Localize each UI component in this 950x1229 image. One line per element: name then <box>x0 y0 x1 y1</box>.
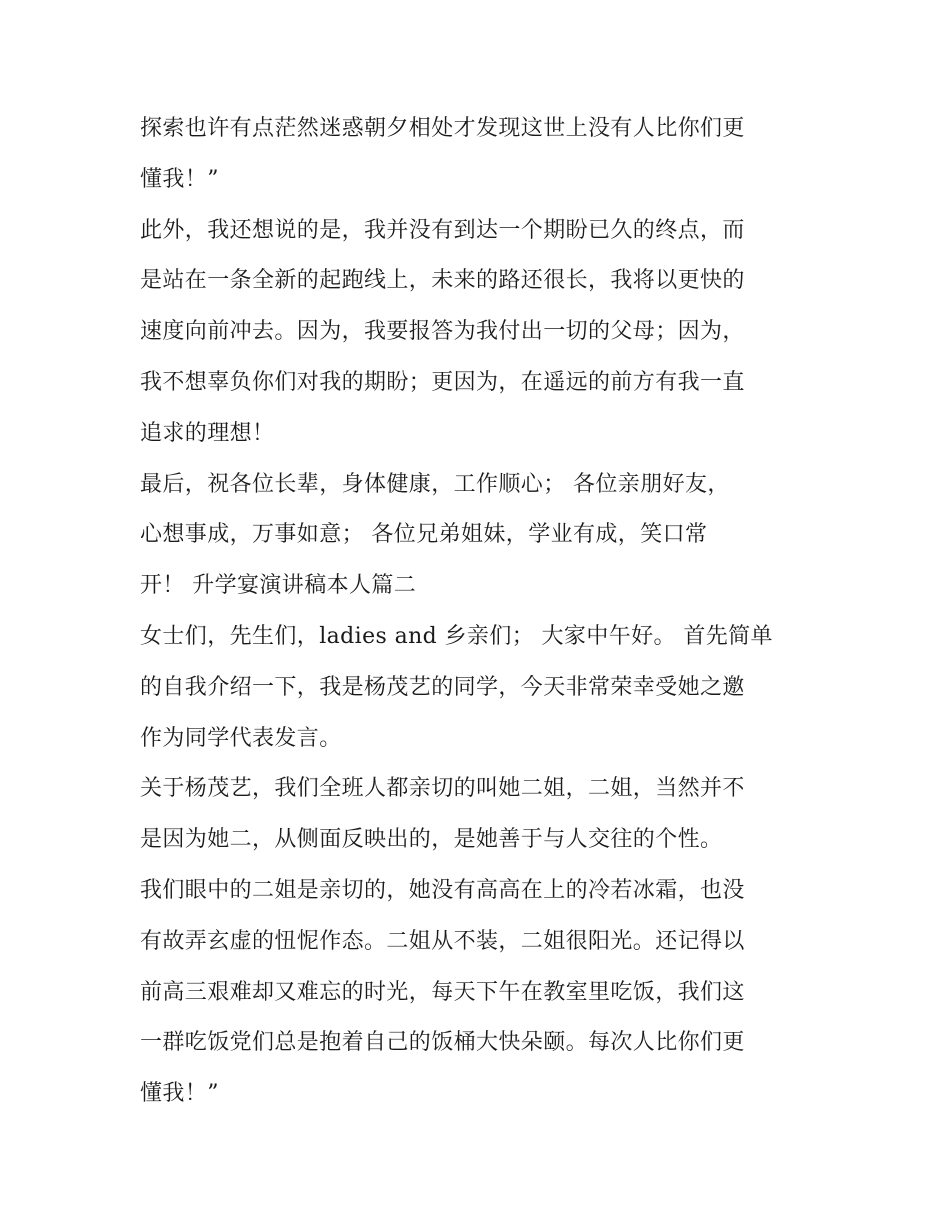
text-line: 开！ 升学宴演讲稿本人篇二 <box>140 573 417 599</box>
text-line: 心想事成，万事如意； 各位兄弟姐妹，学业有成，笑口常 <box>140 522 708 548</box>
text-line: 一群吃饭党们总是抱着自己的饭桶大快朵颐。每次人比你们更 <box>140 1030 745 1056</box>
text-line: 的自我介绍一下，我是杨茂艺的同学，今天非常荣幸受她之邀 <box>140 674 745 700</box>
text-line: 我们眼中的二姐是亲切的，她没有高高在上的冷若冰霜，也没 <box>140 877 745 903</box>
document-body <box>140 104 820 1120</box>
text-line: 探索也许有点茫然迷惑朝夕相处才发现这世上没有人比你们更 <box>140 116 745 141</box>
text-line: 是站在一条全新的起跑线上，未来的路还很长，我将以更快的 <box>140 268 745 294</box>
text-line: 速度向前冲去。因为，我要报答为我付出一切的父母；因为， <box>140 319 745 345</box>
text-line: 有故弄玄虚的忸怩作态。二姐从不装，二姐很阳光。还记得以 <box>140 928 745 954</box>
text-line: 作为同学代表发言。 <box>140 725 342 751</box>
text-line: 懂我！” <box>140 166 219 192</box>
text-line: 最后，祝各位长辈，身体健康，工作顺心； 各位亲朋好友， <box>140 471 730 497</box>
text-line: 我不想辜负你们对我的期盼；更因为，在遥远的前方有我一直 <box>140 369 745 395</box>
text-line: 懂我！” <box>140 1081 219 1107</box>
text-line: 关于杨茂艺，我们全班人都亲切的叫她二姐，二姐，当然并不 <box>140 776 745 802</box>
text-line: 此外，我还想说的是，我并没有到达一个期盼已久的终点，而 <box>140 217 745 243</box>
text-line: 前高三艰难却又难忘的时光，每天下午在教室里吃饭，我们这 <box>140 979 745 1005</box>
text-line: 追求的理想！ <box>140 420 275 446</box>
text-line: 是因为她二，从侧面反映出的，是她善于与人交往的个性。 <box>140 827 723 853</box>
text-line: 女士们，先生们，ladies and 乡亲们； 大家中午好。 首先简单 <box>140 623 773 649</box>
